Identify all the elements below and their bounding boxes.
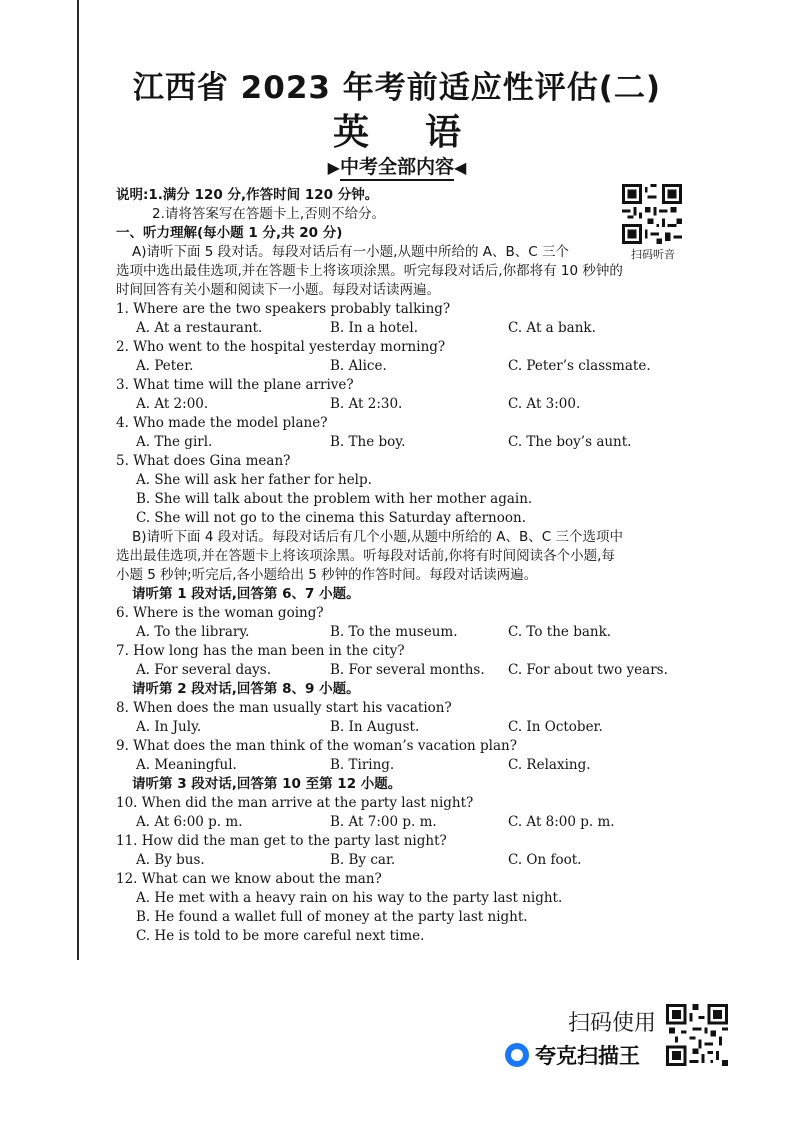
option-a: A. At 2:00. xyxy=(136,396,209,412)
option-c: C. She will not go to the cinema this Saturday afternoon. xyxy=(136,510,526,526)
partB-directions-line: 小题 5 秒钟;听完后,各小题给出 5 秒钟的作答时间。每段对话读两遍。 xyxy=(116,567,538,583)
scope-banner xyxy=(0,152,794,179)
option-b: B. Tiring. xyxy=(330,757,395,773)
scope-label: 中考全部内容 xyxy=(340,156,454,181)
option-b: B. At 2:30. xyxy=(330,396,403,412)
question: 12. What can we know about the man? xyxy=(116,871,382,887)
instruction-line-2: 2.请将答案写在答题卡上,否则不给分。 xyxy=(152,206,386,222)
option-a: A. To the library. xyxy=(136,624,250,640)
options-row xyxy=(116,661,696,680)
option-c: C. At 8:00 p. m. xyxy=(508,814,615,830)
option-a: A. In July. xyxy=(136,719,202,735)
group-prompt: 请听第 2 段对话,回答第 8、9 小题。 xyxy=(132,681,360,697)
option-c: C. He is told to be more careful next time. xyxy=(136,928,425,944)
instruction-line-1: 说明:1.满分 120 分,作答时间 120 分钟。 xyxy=(116,187,379,203)
options-row xyxy=(116,433,696,452)
right-triangle-icon: ▶ xyxy=(327,158,340,177)
option-c: C. For about two years. xyxy=(508,662,668,678)
option-a: A. He met with a heavy rain on his way to the party last night. xyxy=(136,890,563,906)
left-triangle-icon: ◀ xyxy=(454,158,467,177)
partB-directions-line: 选出最佳选项,并在答题卡上将该项涂黑。听每段对话前,你将有时间阅读各个小题,每 xyxy=(116,548,615,564)
option-a: A. At 6:00 p. m. xyxy=(136,814,243,830)
exam-title: 江西省 2023 年考前适应性评估(二) xyxy=(132,70,662,106)
subject-title: 英语 xyxy=(332,112,517,153)
option-b: B. At 7:00 p. m. xyxy=(330,814,437,830)
option-c: C. Relaxing. xyxy=(508,757,591,773)
option-b: B. In a hotel. xyxy=(330,320,419,336)
option-b: B. By car. xyxy=(330,852,396,868)
question: 11. How did the man get to the party last night? xyxy=(116,833,447,849)
option-c: C. The boy’s aunt. xyxy=(508,434,632,450)
option-c: C. On foot. xyxy=(508,852,582,868)
question: 4. Who made the model plane? xyxy=(116,415,328,431)
partA-directions-line: 选项中选出最佳选项,并在答题卡上将该项涂黑。听完每段对话后,你都将有 10 秒钟的 xyxy=(116,263,623,279)
scanner-brand-logo xyxy=(505,1040,640,1070)
option-b: B. He found a wallet full of money at the party last night. xyxy=(136,909,528,925)
question: 5. What does Gina mean? xyxy=(116,453,291,469)
partA-directions-line: A)请听下面 5 段对话。每段对话后有一小题,从题中所给的 A、B、C 三个 xyxy=(132,244,569,260)
option-a: A. For several days. xyxy=(136,662,272,678)
partA-directions-line: 时间回答有关小题和阅读下一小题。每段对话读两遍。 xyxy=(116,282,440,298)
exam-content xyxy=(116,186,696,946)
brand-name: 夸克扫描王 xyxy=(535,1044,640,1068)
option-c: C. In October. xyxy=(508,719,603,735)
option-a: A. She will ask her father for help. xyxy=(136,472,372,488)
question: 8. When does the man usually start his vacation? xyxy=(116,700,452,716)
qr-listen-label: 扫码听音 xyxy=(631,248,675,261)
question: 9. What does the man think of the woman’s vacation plan? xyxy=(116,738,517,754)
scan-use-label: 扫码使用 xyxy=(568,1011,657,1036)
brand-logo-icon xyxy=(505,1043,529,1067)
options-row xyxy=(116,813,696,832)
partB-directions-line: B)请听下面 4 段对话。每段对话后有几个小题,从题中所给的 A、B、C 三个选项中 xyxy=(132,529,623,545)
option-a: A. Peter. xyxy=(136,358,194,374)
option-b: B. To the museum. xyxy=(330,624,458,640)
question: 6. Where is the woman going? xyxy=(116,605,324,621)
option-b: B. She will talk about the problem with her mother again. xyxy=(136,491,533,507)
option-c: C. At 3:00. xyxy=(508,396,581,412)
options-row xyxy=(116,756,696,775)
question: 3. What time will the plane arrive? xyxy=(116,377,354,393)
option-b: B. For several months. xyxy=(330,662,485,678)
option-b: B. The boy. xyxy=(330,434,406,450)
question: 10. When did the man arrive at the party last night? xyxy=(116,795,474,811)
group-prompt: 请听第 3 段对话,回答第 10 至第 12 小题。 xyxy=(132,776,402,792)
option-c: C. To the bank. xyxy=(508,624,612,640)
question: 7. How long has the man been in the city? xyxy=(116,643,405,659)
qr-code-icon[interactable] xyxy=(666,1004,728,1066)
options-row xyxy=(116,851,696,870)
options-row xyxy=(116,718,696,737)
options-row xyxy=(116,623,696,642)
option-c: C. At a bank. xyxy=(508,320,596,336)
option-b: B. Alice. xyxy=(330,358,387,374)
options-row xyxy=(116,395,696,414)
options-row xyxy=(116,357,696,376)
option-b: B. In August. xyxy=(330,719,420,735)
group-prompt: 请听第 1 段对话,回答第 6、7 小题。 xyxy=(132,586,360,602)
option-a: A. At a restaurant. xyxy=(136,320,263,336)
question: 1. Where are the two speakers probably talking? xyxy=(116,301,451,317)
option-a: A. The girl. xyxy=(136,434,213,450)
option-c: C. Peter’s classmate. xyxy=(508,358,651,374)
option-a: A. By bus. xyxy=(136,852,205,868)
section-heading: 一、听力理解(每小题 1 分,共 20 分) xyxy=(116,225,343,241)
options-row xyxy=(116,319,696,338)
question: 2. Who went to the hospital yesterday morning? xyxy=(116,339,446,355)
option-a: A. Meaningful. xyxy=(136,757,237,773)
